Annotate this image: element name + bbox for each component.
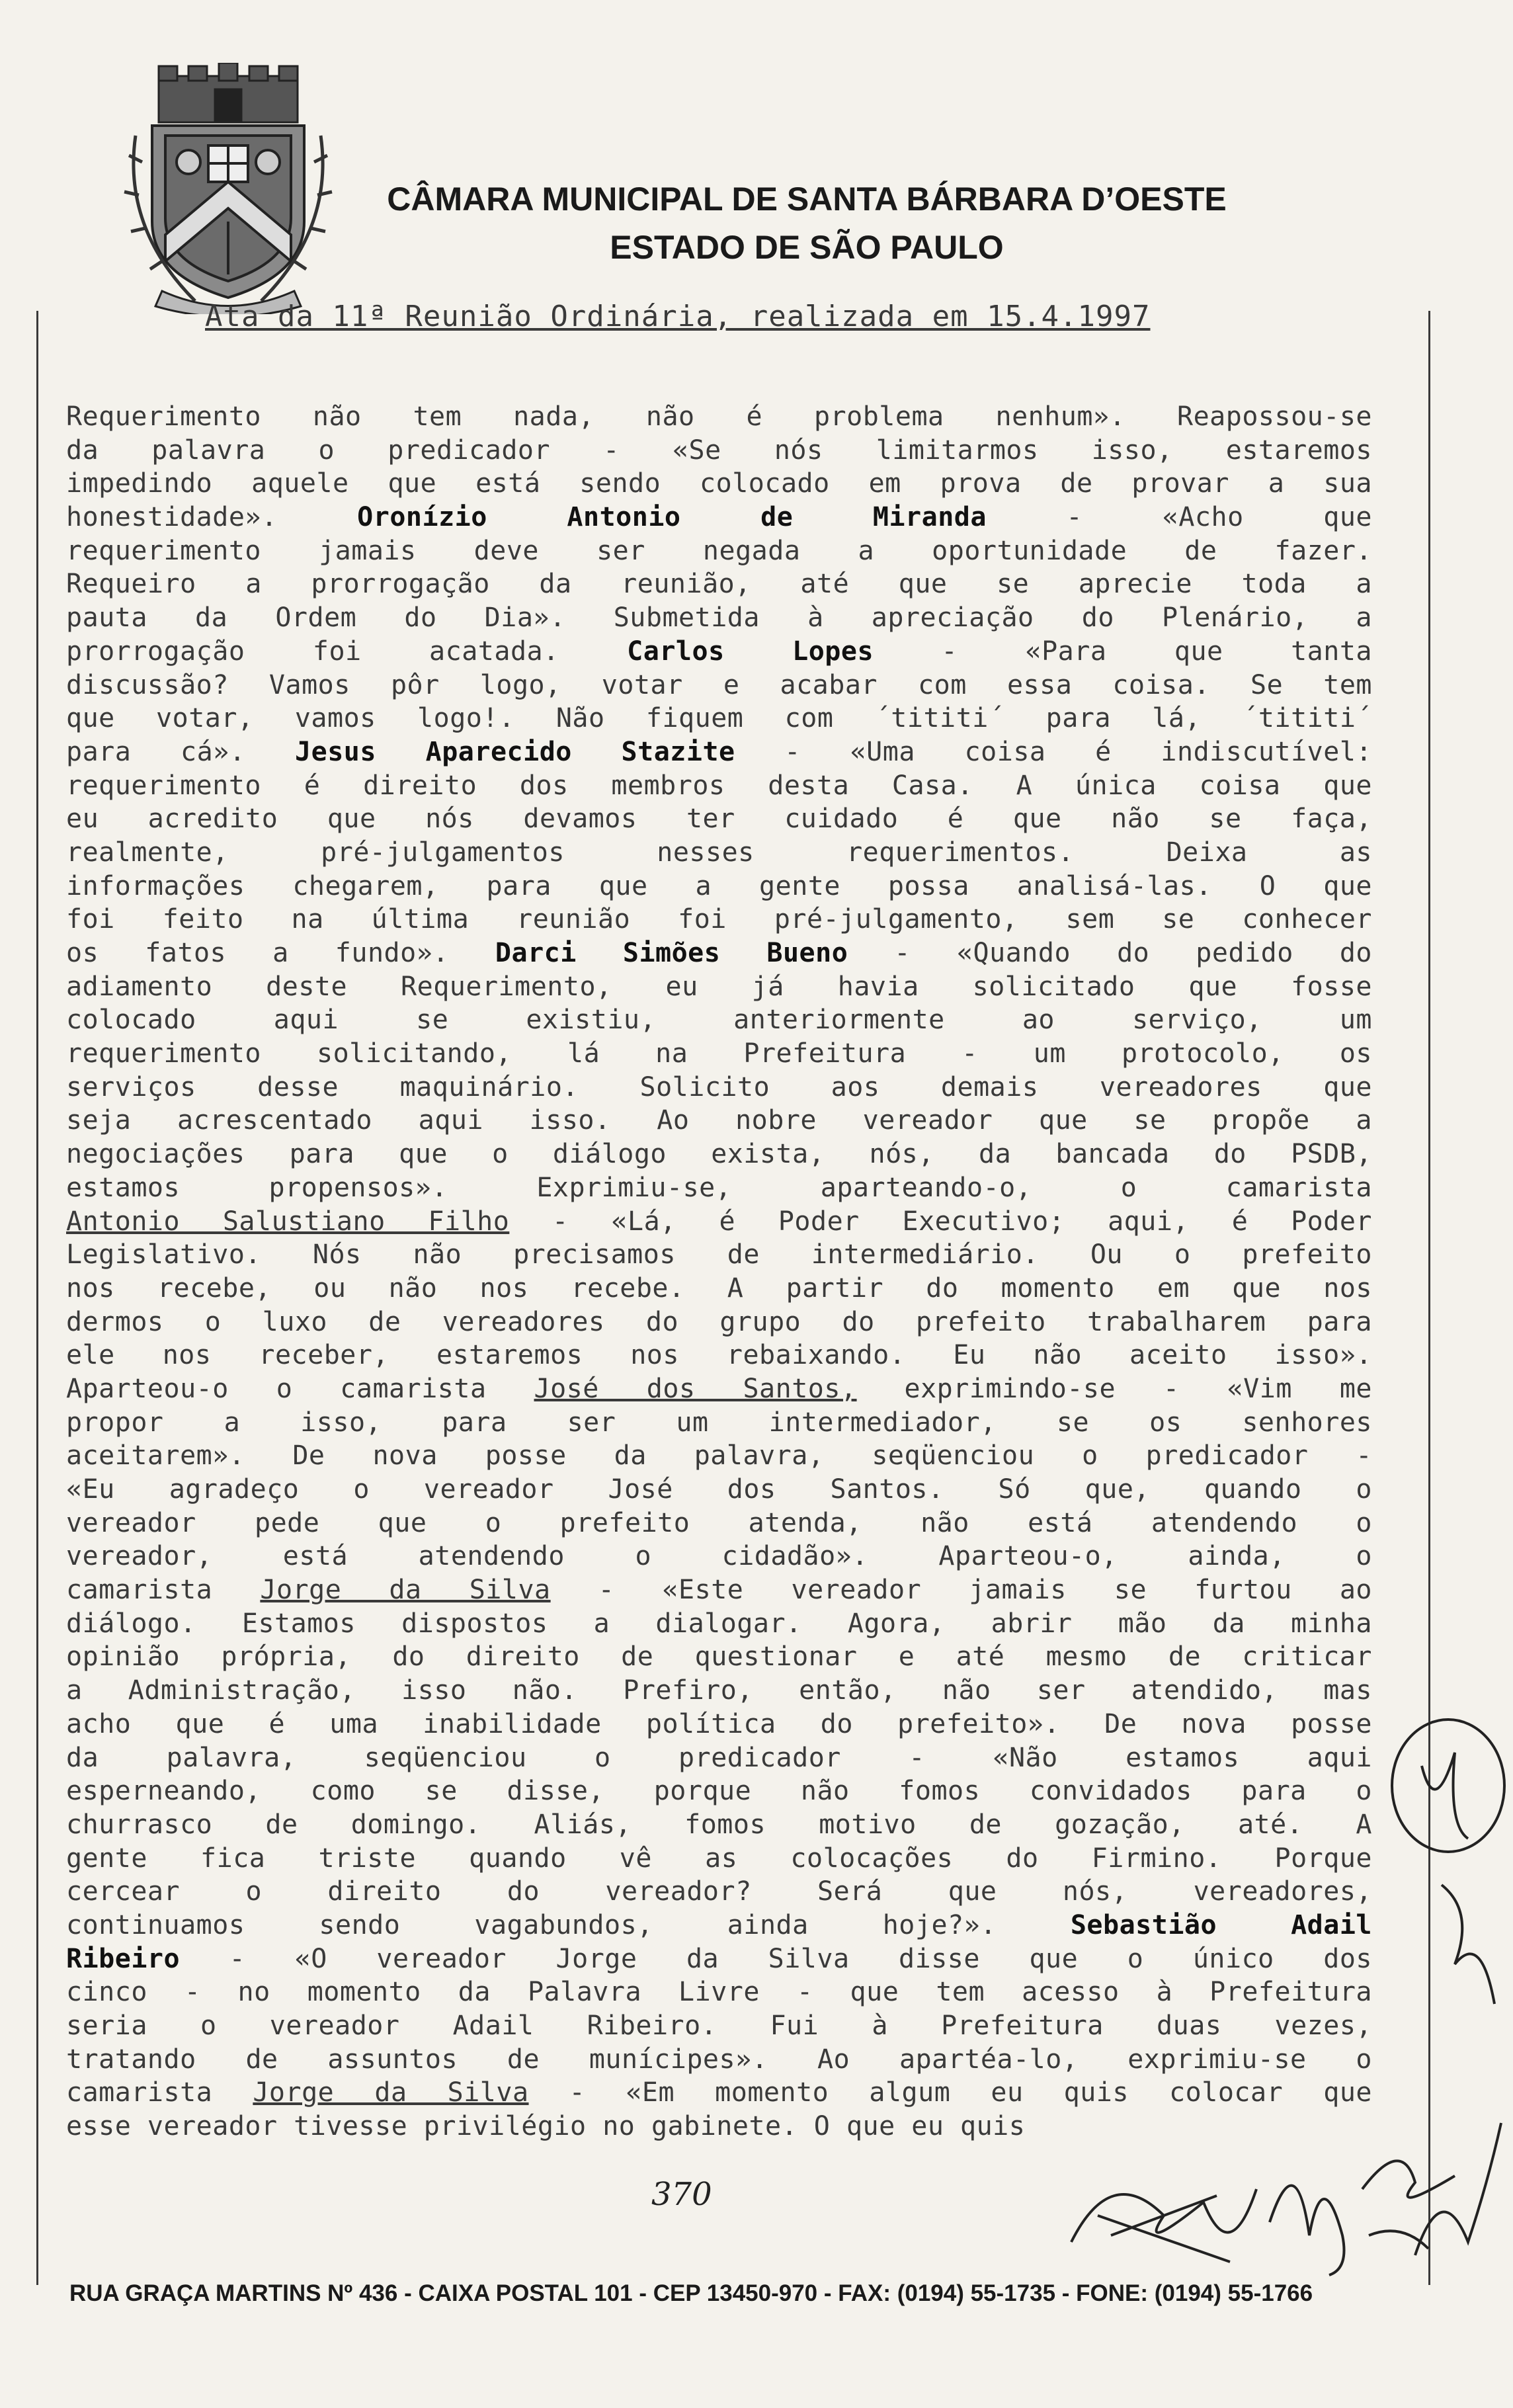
body-line: discussão? Vamos pôr logo, votar e acabar com essa coisa. Se tem	[66, 669, 1372, 700]
crest-crown	[159, 63, 298, 122]
body-line: gente fica triste quando vê as colocações do Firmino. Porque	[66, 1843, 1372, 1874]
body-line: que votar, vamos logo!. Não fiquem com ´tititi´ para lá, ´tititi´	[66, 703, 1372, 734]
body-line: cercear o direito do vereador? Será que nós, vereadores,	[66, 1876, 1372, 1907]
body-line: seria o vereador Adail Ribeiro. Fui à Prefeitura duas vezes,	[66, 2011, 1372, 2041]
body-line: eu acredito que nós devamos ter cuidado é que não se faça,	[66, 804, 1372, 835]
body-line: propor a isso, para ser um intermediador, se os senhores	[66, 1407, 1372, 1438]
body-line: Aparteou-o o camarista José dos Santos, exprimindo-se - «Vim me	[66, 1373, 1373, 1404]
body-line: Requeiro a prorrogação da reunião, até que se aprecie toda a	[66, 569, 1372, 600]
body-line: camarista Jorge da Silva - «Em momento algum eu quis colocar que	[66, 2077, 1372, 2108]
minutes-title: Ata da 11ª Reunião Ordinária, realizada em 15.4.1997	[205, 300, 1151, 333]
body-line: prorrogação foi acatada. Carlos Lopes - «Para que tanta	[66, 636, 1372, 667]
body-line: pauta da Ordem do Dia». Submetida à apreciação do Plenário, a	[66, 602, 1372, 634]
body-line: opinião própria, do direito de questionar e até mesmo de criticar	[66, 1641, 1372, 1673]
body-line: vereador, está atendendo o cidadão». Aparteou-o, ainda, o	[66, 1541, 1372, 1572]
body-line: esperneando, como se disse, porque não fomos convidados para o	[66, 1776, 1372, 1807]
body-line: camarista Jorge da Silva - «Este vereador jamais se furtou ao	[66, 1575, 1372, 1606]
body-line: para cá». Jesus Aparecido Stazite - «Uma coisa é indiscutível:	[66, 736, 1372, 767]
body-line: seja acrescentado aqui isso. Ao nobre vereador que se propõe a	[66, 1105, 1372, 1136]
body-line: cinco - no momento da Palavra Livre - que tem acesso à Prefeitura	[66, 1977, 1372, 2008]
left-margin-rule	[36, 311, 38, 2285]
body-line: impedindo aquele que está sendo colocado em prova de provar a sua	[66, 468, 1372, 499]
body-line: serviços desse maquinário. Solicito aos demais vereadores que	[66, 1071, 1372, 1102]
body-line: requerimento solicitando, lá na Prefeitura - um protocolo, os	[66, 1038, 1372, 1069]
body-line: tratando de assuntos de munícipes». Ao apartéa-lo, exprimiu-se o	[66, 2044, 1372, 2075]
body-line: a Administração, isso não. Prefiro, então, não ser atendido, mas	[66, 1675, 1372, 1706]
body-line: negociações para que o diálogo exista, nós, da bancada do PSDB,	[66, 1139, 1372, 1170]
body-line: Antonio Salustiano Filho - «Lá, é Poder Executivo; aqui, é Poder	[66, 1206, 1373, 1237]
body-line: diálogo. Estamos dispostos a dialogar. Agora, abrir mão da minha	[66, 1608, 1372, 1639]
body-line: churrasco de domingo. Aliás, fomos motivo de gozação, até. A	[66, 1809, 1372, 1840]
body-line: da palavra, seqüenciou o predicador - «Não estamos aqui	[66, 1742, 1372, 1773]
body-line: realmente, pré-julgamentos nesses requerimentos. Deixa as	[66, 837, 1372, 868]
body-line: acho que é uma inabilidade política do prefeito». De nova posse	[66, 1708, 1372, 1739]
body-line: vereador pede que o prefeito atenda, não está atendendo o	[66, 1507, 1372, 1538]
body-line: informações chegarem, para que a gente possa analisá-las. O que	[66, 870, 1372, 901]
minutes-body	[66, 400, 1372, 2143]
body-line: nos recebe, ou não nos recebe. A partir do momento em que nos	[66, 1272, 1372, 1304]
state-name: ESTADO DE SÃO PAULO	[610, 229, 1004, 266]
body-line: «Eu agradeço o vereador José dos Santos. Só que, quando o	[66, 1474, 1372, 1505]
body-line: Requerimento não tem nada, não é problema nenhum». Reapossou-se	[66, 401, 1372, 432]
institution-name: CÂMARA MUNICIPAL DE SANTA BÁRBARA D’OESTE	[387, 181, 1227, 218]
body-line: requerimento é direito dos membros desta Casa. A única coisa que	[66, 770, 1372, 801]
body-line: Ribeiro - «O vereador Jorge da Silva disse que o único dos	[66, 1943, 1372, 1974]
body-line: ele nos receber, estaremos nos rebaixando. Eu não aceito isso».	[66, 1340, 1372, 1371]
body-line: requerimento jamais deve ser negada a oportunidade de fazer.	[66, 535, 1372, 566]
body-line: da palavra o predicador - «Se nós limitarmos isso, estaremos	[66, 435, 1372, 466]
body-line: Legislativo. Nós não precisamos de intermediário. Ou o prefeito	[66, 1239, 1372, 1270]
body-line: continuamos sendo vagabundos, ainda hoje?». Sebastião Adail	[66, 1909, 1373, 1940]
body-line: foi feito na última reunião foi pré-julgamento, sem se conhecer	[66, 904, 1372, 935]
body-line: os fatos a fundo». Darci Simões Bueno - «Quando do pedido do	[66, 938, 1373, 968]
bottom-signatures	[1058, 2083, 1508, 2282]
margin-initials-signature	[1375, 1713, 1508, 2011]
footer-address: RUA GRAÇA MARTINS Nº 436 - CAIXA POSTAL 101 - CEP 13450-970 - FAX: (0194) 55-1735 - FONE: (0194) 55-1766	[69, 2280, 1313, 2306]
body-line: esse vereador tivesse privilégio no gabinete. O que eu quis	[66, 2111, 1026, 2142]
body-line: dermos o luxo de vereadores do grupo do prefeito trabalharem para	[66, 1306, 1372, 1337]
body-line: honestidade». Oronízio Antonio de Miranda - «Acho que	[66, 502, 1372, 533]
body-line: estamos propensos». Exprimiu-se, aparteando-o, o camarista	[66, 1172, 1372, 1203]
body-line: adiamento deste Requerimento, eu já havia solicitado que fosse	[66, 971, 1372, 1002]
body-line: colocado aqui se existiu, anteriormente ao serviço, um	[66, 1005, 1372, 1036]
handwritten-page-number: 370	[651, 2176, 712, 2213]
body-line: aceitarem». De nova posse da palavra, seqüenciou o predicador -	[66, 1440, 1372, 1472]
